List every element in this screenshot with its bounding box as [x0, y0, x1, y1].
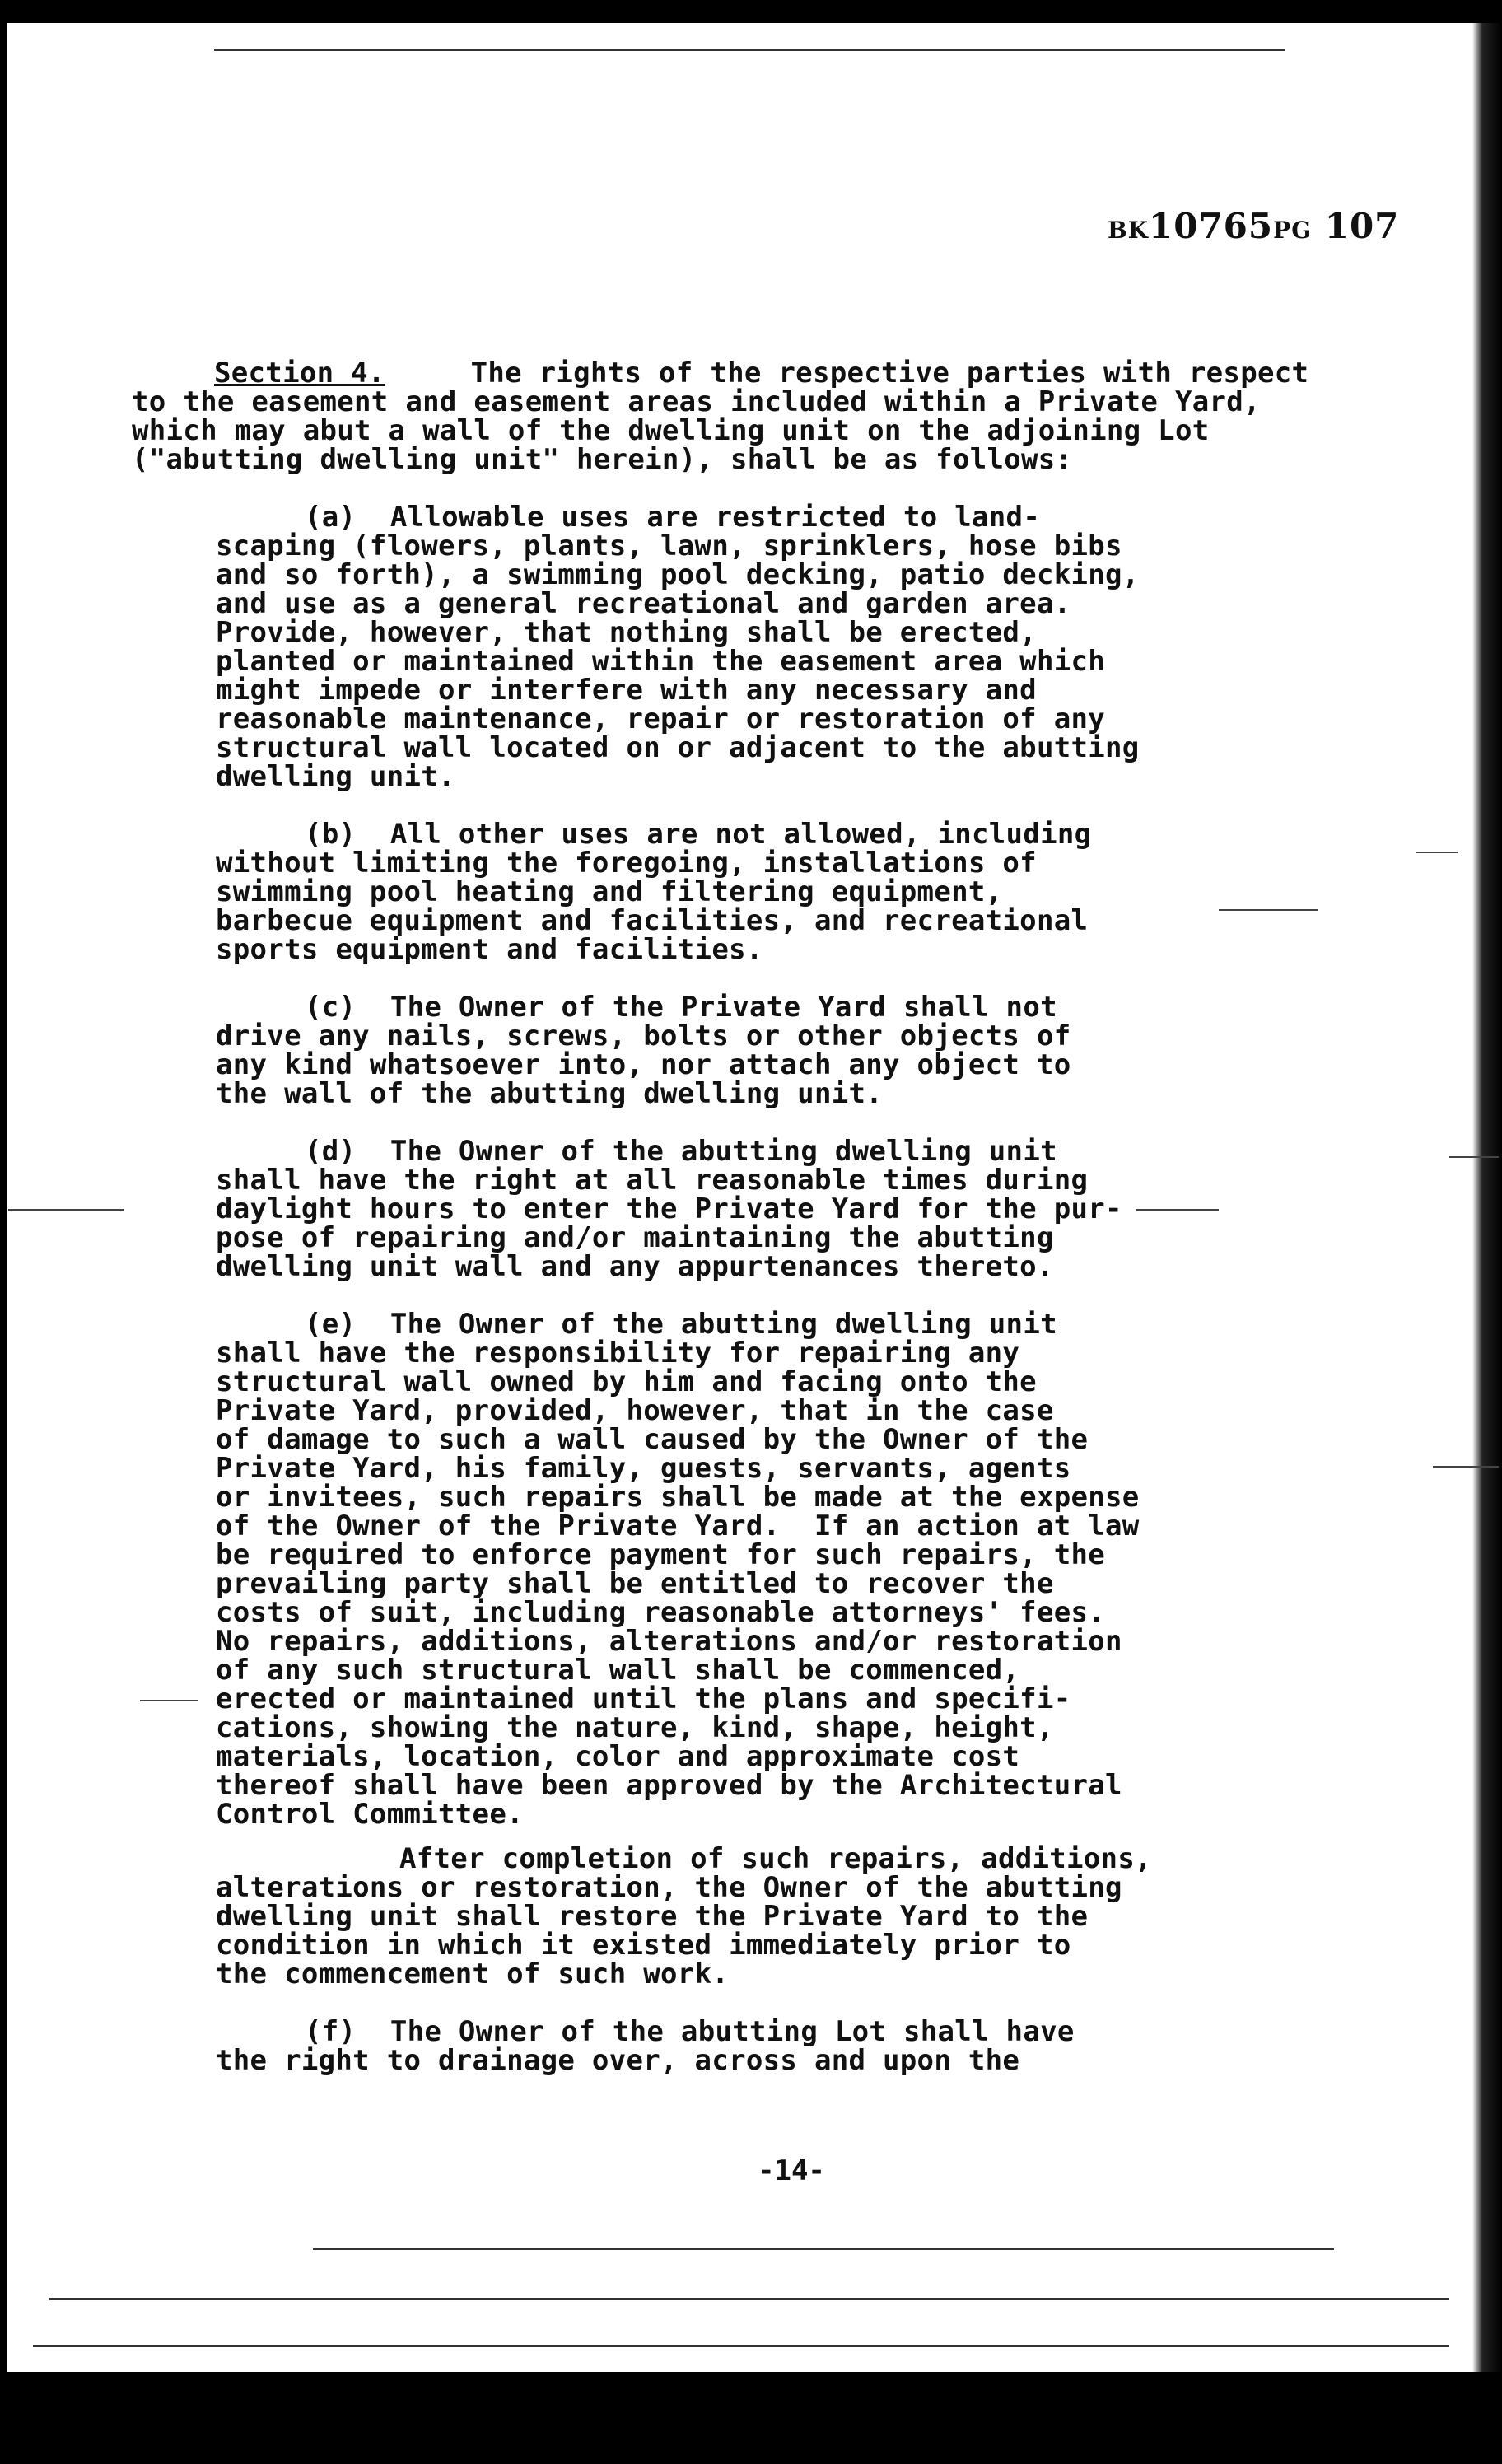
paragraph-after-line: dwelling unit shall restore the Private Yard to the	[216, 1900, 1089, 1933]
paragraph-e-line: Private Yard, his family, guests, servants, agents	[216, 1452, 1071, 1485]
paragraph-e-line: (e) The Owner of the abutting dwelling unit	[305, 1308, 1057, 1341]
paragraph-e-line: erected or maintained until the plans and specifi-	[216, 1682, 1071, 1715]
paragraph-after-line: the commencement of such work.	[216, 1958, 730, 1990]
paragraph-e-line: costs of suit, including reasonable attorneys' fees.	[216, 1596, 1106, 1629]
margin-mark	[140, 1700, 198, 1701]
paragraph-c-line: drive any nails, screws, bolts or other objects of	[216, 1020, 1071, 1052]
paragraph-a-line: planted or maintained within the easement area which	[216, 645, 1106, 678]
margin-mark	[1416, 852, 1458, 853]
paragraph-d-line: (d) The Owner of the abutting dwelling unit	[305, 1135, 1057, 1168]
paragraph-a-line: reasonable maintenance, repair or restoration of any	[216, 702, 1106, 735]
paragraph-d-line: dwelling unit wall and any appurtenances thereto.	[216, 1250, 1054, 1283]
section-heading: Section 4.	[214, 357, 385, 390]
paragraph-a-line: dwelling unit.	[216, 760, 455, 793]
margin-mark	[1433, 1466, 1499, 1468]
paragraph-e-line: of any such structural wall shall be commenced,	[216, 1654, 1020, 1687]
paragraph-f-line: (f) The Owner of the abutting Lot shall have	[305, 2015, 1075, 2048]
scan-noise-line	[49, 2298, 1449, 2300]
paragraph-a-line: (a) Allowable uses are restricted to land-	[305, 501, 1041, 534]
margin-mark	[1449, 1156, 1499, 1158]
paragraph-b-line: without limiting the foregoing, installations of	[216, 847, 1037, 880]
paragraph-f-line: the right to drainage over, across and upon the	[216, 2044, 1020, 2077]
scan-border-right	[1453, 23, 1502, 2464]
page-prefix: PG	[1273, 217, 1313, 244]
paragraph-e-line: cations, showing the nature, kind, shape, height,	[216, 1711, 1054, 1744]
section-intro-line-1: The rights of the respective parties with respect	[470, 357, 1309, 390]
paragraph-e-line: structural wall owned by him and facing onto the	[216, 1365, 1037, 1398]
paragraph-d-line: shall have the right at all reasonable times during	[216, 1164, 1089, 1197]
paragraph-after-line: alterations or restoration, the Owner of the abutting	[216, 1871, 1122, 1904]
paragraph-e-line: shall have the responsibility for repairing any	[216, 1337, 1020, 1370]
section-intro-line-4: ("abutting dwelling unit" herein), shall be as follows:	[132, 443, 1073, 476]
paragraph-e-line: or invitees, such repairs shall be made at the expense	[216, 1481, 1140, 1514]
paragraph-e-line: Private Yard, provided, however, that in the case	[216, 1394, 1054, 1427]
paragraph-d-line: daylight hours to enter the Private Yard for the pur-	[216, 1192, 1122, 1225]
paragraph-c-line: any kind whatsoever into, nor attach any object to	[216, 1048, 1071, 1081]
section-intro-line-2: to the easement and easement areas included within a Private Yard,	[132, 385, 1261, 418]
book-prefix: BK	[1108, 217, 1150, 244]
paragraph-c-line: the wall of the abutting dwelling unit.	[216, 1077, 884, 1110]
paragraph-a-line: Provide, however, that nothing shall be erected,	[216, 616, 1037, 649]
paragraph-b-line: (b) All other uses are not allowed, including	[305, 818, 1092, 851]
margin-mark	[8, 1209, 124, 1211]
paragraph-e-line: thereof shall have been approved by the Architectural	[216, 1769, 1122, 1802]
section-heading-line	[214, 357, 1309, 390]
paragraph-e-line: Control Committee.	[216, 1798, 524, 1831]
paragraph-a-line: and so forth), a swimming pool decking, patio decking,	[216, 558, 1140, 591]
paragraph-b-line: swimming pool heating and filtering equipment,	[216, 875, 1003, 908]
paragraph-a-line: might impede or interfere with any necessary and	[216, 674, 1037, 707]
paragraph-a-line: structural wall located on or adjacent to the abutting	[216, 731, 1140, 764]
scan-noise-line	[214, 49, 1285, 51]
scan-noise-line	[33, 2345, 1449, 2347]
paragraph-e-line: materials, location, color and approximate cost	[216, 1740, 1020, 1773]
section-intro-line-3: which may abut a wall of the dwelling unit on the adjoining Lot	[132, 414, 1210, 447]
margin-mark	[1219, 909, 1318, 911]
paragraph-a-line: scaping (flowers, plants, lawn, sprinklers, hose bibs	[216, 530, 1122, 562]
scan-noise-line	[313, 2248, 1334, 2250]
paragraph-b-line: sports equipment and facilities.	[216, 933, 763, 966]
paragraph-e-line: be required to enforce payment for such repairs, the	[216, 1538, 1106, 1571]
scan-border-top	[0, 0, 1502, 23]
paragraph-d-line: pose of repairing and/or maintaining the abutting	[216, 1221, 1054, 1254]
paragraph-a-line: and use as a general recreational and garden area.	[216, 587, 1071, 620]
paragraph-e-line: of damage to such a wall caused by the Owner of the	[216, 1423, 1089, 1456]
margin-mark	[1136, 1209, 1219, 1211]
paragraph-after-line: After completion of such repairs, additions,	[399, 1842, 1152, 1875]
paragraph-after-line: condition in which it existed immediately prior to	[216, 1929, 1071, 1962]
scan-border-bottom	[0, 2372, 1502, 2464]
paragraph-e-line: prevailing party shall be entitled to recover the	[216, 1567, 1054, 1600]
paragraph-e-line: of the Owner of the Private Yard. If an action at law	[216, 1510, 1140, 1542]
book-number: 10765	[1149, 206, 1274, 246]
paragraph-b-line: barbecue equipment and facilities, and recreational	[216, 904, 1089, 937]
scan-border-left	[0, 0, 7, 2464]
book-page-stamp	[1108, 206, 1399, 246]
paragraph-e-line: No repairs, additions, alterations and/or restoration	[216, 1625, 1122, 1658]
page-number-stamp: 107	[1324, 206, 1400, 246]
page-number: -14-	[758, 2154, 825, 2187]
paragraph-c-line: (c) The Owner of the Private Yard shall not	[305, 991, 1057, 1024]
